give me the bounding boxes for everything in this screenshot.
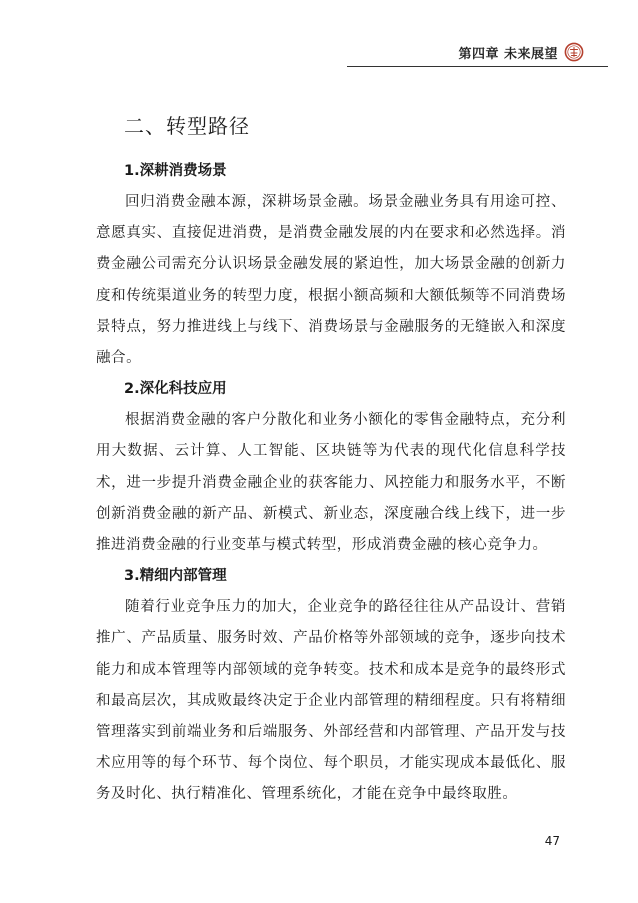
subsection-heading-scenarios: 1.深耕消费场景 — [124, 163, 227, 179]
header-divider — [347, 66, 608, 67]
body-content — [96, 156, 566, 811]
chapter-title: 第四章 未来展望 — [458, 46, 558, 62]
paragraph-management: 随着行业竞争压力的加大，企业竞争的路径往往从产品设计、营销推广、产品质量、服务时效、产品价格等外部领域的竞争，逐步向技术能力和成本管理等内部领域的竞争转变。技术和成本是竞争的最终形式和最高层次，其成败最终决定于企业内部管理的精细程度。只有将精细管理落实到前端业务和后端服务、外部经营和内部管理、产品开发与技术应用等的每个环节、每个岗位、每个职员，才能实现成本最低化、服务及时化、执行精准化、管理系统化，才能在竞争中最终取胜。 — [96, 599, 566, 803]
paragraph-technology: 根据消费金融的客户分散化和业务小额化的零售金融特点，充分利用大数据、云计算、人工智能、区块链等为代表的现代化信息科学技术，进一步提升消费金融企业的获客能力、风控能力和服务水平，不断创新消费金融的新产品、新模式、新业态，深度融合线上线下，进一步推进消费金融的行业变革与模式转型，形成消费金融的核心竞争力。 — [96, 412, 566, 554]
page-number: 47 — [544, 834, 560, 848]
section-title: 二、转型路径 — [124, 114, 250, 138]
seal-logo-icon — [564, 42, 584, 62]
paragraph-scenarios: 回归消费金融本源，深耕场景金融。场景金融业务具有用途可控、意愿真实、直接促进消费，是消费金融发展的内在要求和必然选择。消费金融公司需充分认识场景金融发展的紧迫性，加大场景金融的创新力度和传统渠道业务的转型力度，根据小额高频和大额低频等不同消费场景特点，努力推进线上与线下、消费场景与金融服务的无缝嵌入和深度融合。 — [96, 194, 566, 367]
running-header — [458, 40, 584, 64]
subsection-heading-technology: 2.深化科技应用 — [124, 381, 227, 398]
subsection-heading-management: 3.精细内部管理 — [124, 568, 227, 585]
